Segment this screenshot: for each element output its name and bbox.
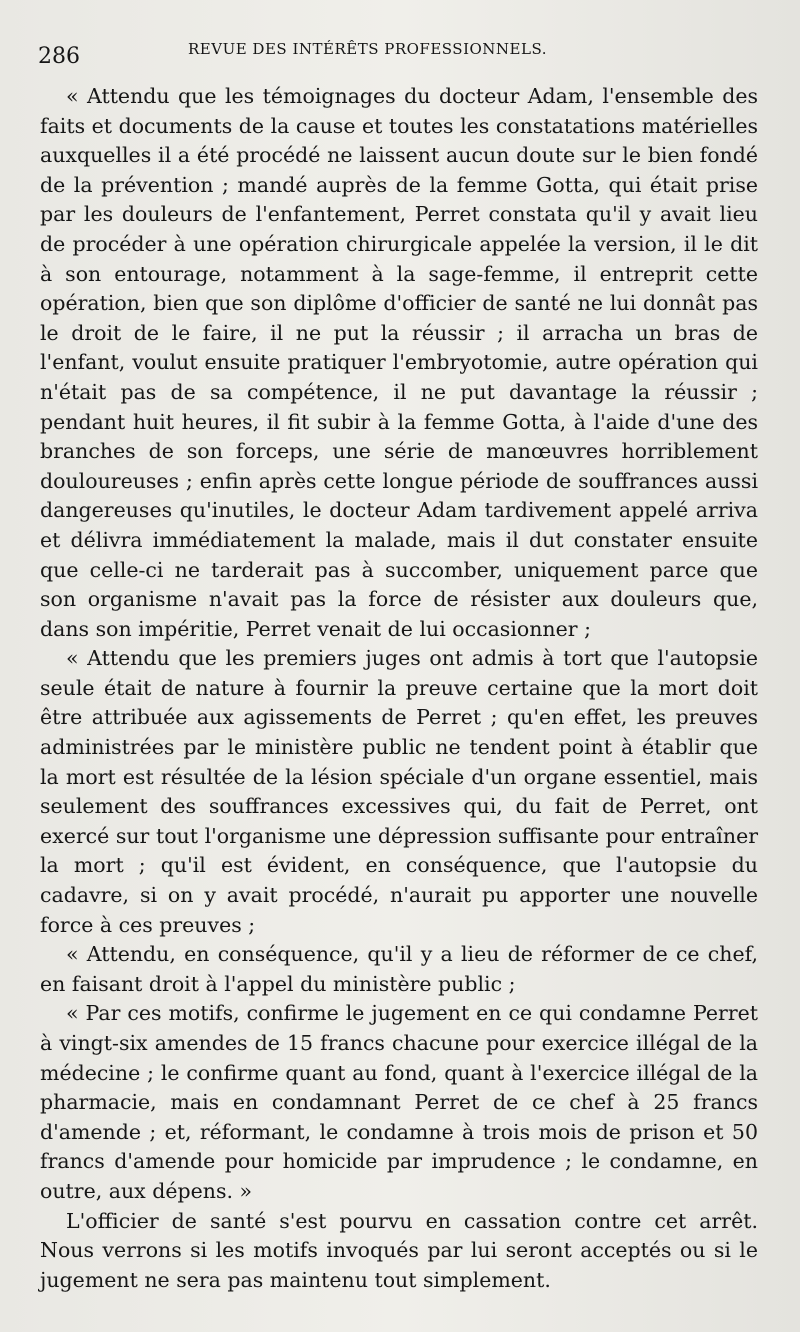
- paragraph-cassation: L'officier de santé s'est pourvu en cassation contre cet arrêt. Nous verrons si les motifs invoqués par lui seront acceptés ou si le jugement ne sera pas maintenu tout simplement.: [40, 1208, 758, 1292]
- paragraph-testimony: « Attendu que les témoignages du docteur Adam, l'ensemble des faits et documents de la cause et toutes les constatations matérielles auxquelles il a été procédé ne laissent aucun doute sur le bien fondé de la prévention ; mandé auprès de la femme Gotta, qui était prise par les douleurs de l'enfantement, Perret constata qu'il y avait lieu de procéder à une opération chirurgicale appelée la version, il le dit à son entourage, notamment à la sage-femme, il entreprit cette opération, bien que son diplôme d'officier de santé ne lui donnât pas le droit de le faire, il ne put la réussir ; il arracha un bras de l'enfant, voulut ensuite pratiquer l'embryotomie, autre opération qui n'était pas de sa compétence, il ne put davantage la réussir ; pendant huit heures, il fit subir à la femme Gotta, à l'aide d'une des branches de son forceps, une série de manœuvres horriblement douloureuses ; enfin après cette longue période de souffrances aussi dangereuses qu'inutiles, le docteur Adam tardivement appelé arriva et délivra immédiatement la malade, mais il dut constater ensuite que celle-ci ne tarderait pas à succomber, uniquement parce que son organisme n'avait pas la force de résister aux douleurs que, dans son impéritie, Perret venait de lui occasionner ;: [40, 84, 758, 641]
- running-head: [38, 40, 758, 70]
- page-number: 286: [38, 44, 80, 69]
- running-title: REVUE DES INTÉRÊTS PROFESSIONNELS.: [188, 40, 547, 58]
- paragraph-verdict: « Par ces motifs, confirme le jugement en ce qui condamne Perret à vingt-six amendes de 15 francs chacune pour exercice illégal de la médecine ; le confirme quant au fond, quant à l'exercice illégal de la pharmacie, mais en condamnant Perret de ce chef à 25 francs d'amende ; et, réformant, le condamne à trois mois de prison et 50 francs d'amende pour homicide par imprudence ; le condamne, en outre, aux dépens. »: [40, 1001, 758, 1203]
- paragraph-reform: « Attendu, en conséquence, qu'il y a lieu de réformer de ce chef, en faisant droit à l'appel du ministère public ;: [40, 942, 758, 996]
- body-text: [40, 82, 758, 1295]
- paragraph-autopsy: « Attendu que les premiers juges ont admis à tort que l'autopsie seule était de nature à fournir la preuve certaine que la mort doit être attribuée aux agissements de Perret ; qu'en effet, les preuves administrées par le ministère public ne tendent point à établir que la mort est résultée de la lésion spéciale d'un organe essentiel, mais seulement des souffrances excessives qui, du fait de Perret, ont exercé sur tout l'organisme une dépression suffisante pour entraîner la mort ; qu'il est évident, en conséquence, que l'autopsie du cadavre, si on y avait procédé, n'aurait pu apporter une nouvelle force à ces preuves ;: [40, 646, 758, 937]
